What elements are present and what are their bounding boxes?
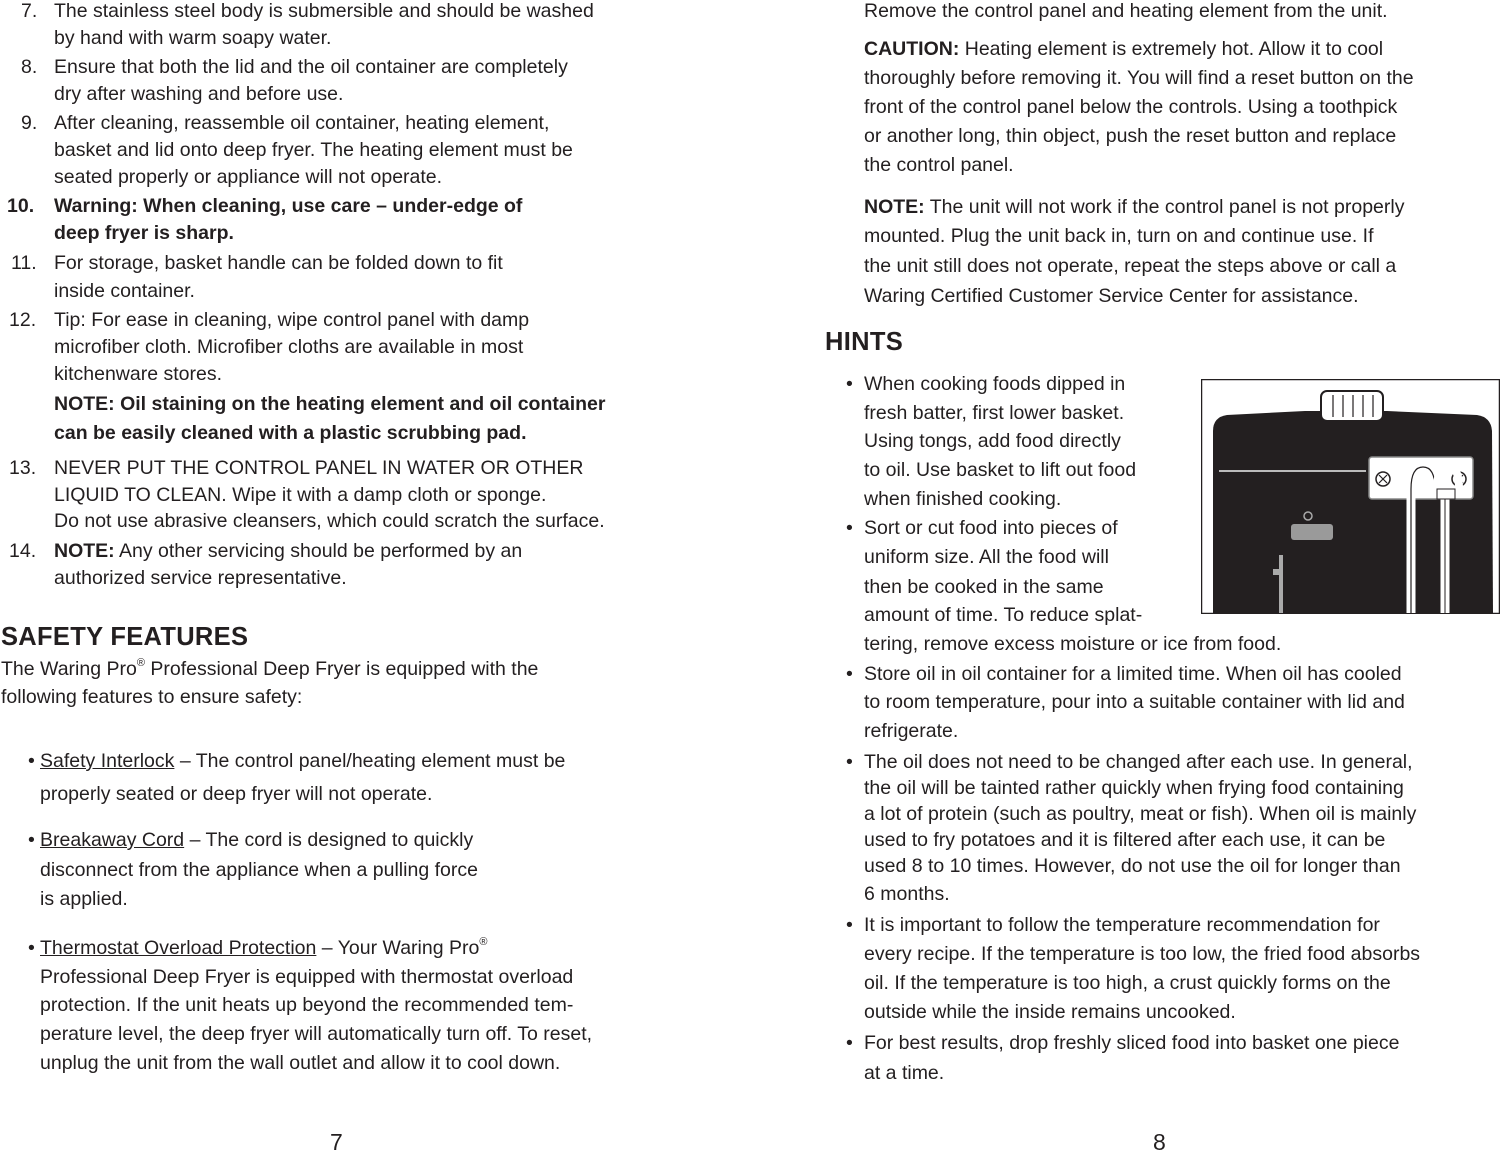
- caution-line: the control panel.: [864, 154, 1014, 176]
- hint-text-line: 6 months.: [864, 883, 950, 905]
- hint-text-line: fresh batter, first lower basket.: [864, 402, 1125, 424]
- note-line: the unit still does not operate, repeat the steps above or call a: [864, 255, 1397, 277]
- hint-text-line: The oil does not need to be changed after each use. In general,: [864, 751, 1413, 773]
- feature-text-line: is applied.: [40, 888, 128, 910]
- hint-text-line: uniform size. All the food will: [864, 546, 1109, 568]
- item-text-line: The stainless steel body is submersible and should be washed: [54, 0, 594, 22]
- hint-text-line: outside while the inside remains uncooked.: [864, 1001, 1236, 1023]
- caution-line: thoroughly before removing it. You will find a reset button on the: [864, 67, 1414, 89]
- page-number-left: 7: [330, 1129, 343, 1155]
- hint-text-line: a lot of protein (such as poultry, meat or fish). When oil is mainly: [864, 803, 1417, 825]
- note-text: The unit will not work if the control panel is not properly: [924, 196, 1405, 218]
- item-text-line: seated properly or appliance will not operate.: [54, 166, 443, 188]
- bullet-icon: •: [846, 751, 853, 773]
- safety-intro-line: following features to ensure safety:: [1, 686, 303, 708]
- hint-text-line: When cooking foods dipped in: [864, 373, 1126, 395]
- item-text-line: dry after washing and before use.: [54, 83, 344, 105]
- hint-text-line: It is important to follow the temperature recommendation for: [864, 914, 1380, 936]
- hint-text-line: used 8 to 10 times. However, do not use the oil for longer than: [864, 855, 1401, 877]
- hint-text-line: For best results, drop freshly sliced food into basket one piece: [864, 1032, 1400, 1054]
- hint-text-line: Sort or cut food into pieces of: [864, 517, 1118, 539]
- hint-text-line: then be cooked in the same: [864, 576, 1104, 598]
- note-line: mounted. Plug the unit back in, turn on and continue use. If: [864, 225, 1374, 247]
- feature-text-line: [40, 831, 473, 851]
- hint-text-line: Using tongs, add food directly: [864, 430, 1121, 452]
- item-text-line: microfiber cloth. Microfiber cloths are available in most: [54, 336, 524, 358]
- note-line: [864, 198, 1404, 218]
- registered-mark: ®: [136, 657, 145, 669]
- hint-text-line: amount of time. To reduce splat-: [864, 604, 1143, 626]
- hint-text-line: Store oil in oil container for a limited time. When oil has cooled: [864, 663, 1402, 685]
- caution-line: or another long, thin object, push the reset button and replace: [864, 125, 1397, 147]
- hint-text-line: used to fry potatoes and it is filtered after each use, it can be: [864, 829, 1386, 851]
- caution-line: front of the control panel below the controls. Using a toothpick: [864, 96, 1398, 118]
- feature-text-line: protection. If the unit heats up beyond the recommended tem-: [40, 994, 574, 1016]
- caution-label: CAUTION:: [864, 38, 960, 60]
- item-text: Any other servicing should be performed by an: [114, 540, 523, 562]
- item-text-line: After cleaning, reassemble oil container, heating element,: [54, 112, 550, 134]
- deep-fryer-illustration-icon: [1201, 379, 1500, 614]
- item-text-line: Tip: For ease in cleaning, wipe control panel with damp: [54, 309, 530, 331]
- hint-text-line: at a time.: [864, 1062, 945, 1084]
- note-label: NOTE:: [864, 196, 925, 218]
- bullet-icon: •: [846, 1032, 853, 1054]
- hint-text-line: every recipe. If the temperature is too low, the fried food absorbs: [864, 943, 1421, 965]
- item-number: 13.: [9, 457, 37, 479]
- bullet-icon: •: [28, 829, 35, 851]
- item-number: 11.: [11, 252, 37, 274]
- feature-text-line: Professional Deep Fryer is equipped with thermostat overload: [40, 966, 574, 988]
- intro-line: Remove the control panel and heating element from the unit.: [864, 0, 1388, 22]
- hint-text-line: to oil. Use basket to lift out food: [864, 459, 1137, 481]
- note-line: Waring Certified Customer Service Center for assistance.: [864, 285, 1359, 307]
- safety-features-heading: SAFETY FEATURES: [1, 623, 249, 651]
- feature-text-line: [40, 936, 488, 959]
- item-number: 10.: [7, 195, 35, 217]
- bullet-icon: •: [846, 663, 853, 685]
- feature-text: – The control panel/heating element must be: [174, 750, 566, 772]
- item-number: 7.: [21, 0, 38, 22]
- item-text-line: LIQUID TO CLEAN. Wipe it with a damp cloth or sponge.: [54, 484, 547, 506]
- bullet-icon: •: [28, 937, 35, 959]
- intro-text: The Waring Pro: [1, 658, 137, 680]
- feature-title: Thermostat Overload Protection: [40, 937, 317, 959]
- item-number: 9.: [21, 112, 38, 134]
- hint-text-line: to room temperature, pour into a suitable container with lid and: [864, 691, 1405, 713]
- bullet-icon: •: [846, 914, 853, 936]
- caution-text: Heating element is extremely hot. Allow it to cool: [959, 38, 1384, 60]
- item-text-line: authorized service representative.: [54, 567, 347, 589]
- item-text-line: deep fryer is sharp.: [54, 222, 234, 244]
- hint-text-line: the oil will be tainted rather quickly when frying food containing: [864, 777, 1404, 799]
- item-number: 12.: [9, 309, 37, 331]
- hint-text-line: tering, remove excess moisture or ice from food.: [864, 633, 1282, 655]
- feature-text-line: [40, 752, 565, 772]
- feature-text-line: perature level, the deep fryer will automatically turn off. To reset,: [40, 1023, 593, 1045]
- item-number: 8.: [21, 56, 38, 78]
- hint-text-line: refrigerate.: [864, 720, 959, 742]
- feature-text-line: properly seated or deep fryer will not operate.: [40, 783, 433, 805]
- item-number: 14.: [9, 540, 37, 562]
- bullet-icon: •: [28, 750, 35, 772]
- intro-text: Professional Deep Fryer is equipped with the: [144, 658, 539, 680]
- item-text-line: For storage, basket handle can be folded down to fit: [54, 252, 503, 274]
- hint-text-line: oil. If the temperature is too high, a crust quickly forms on the: [864, 972, 1391, 994]
- note-text-line: can be easily cleaned with a plastic scrubbing pad.: [54, 422, 527, 444]
- item-text-line: [54, 542, 522, 562]
- hint-text-line: when finished cooking.: [864, 488, 1062, 510]
- feature-text: – Your Waring Pro: [316, 937, 480, 959]
- bullet-icon: •: [846, 517, 853, 539]
- item-text-line: by hand with warm soapy water.: [54, 27, 332, 49]
- caution-line: [864, 40, 1383, 60]
- item-text-line: inside container.: [54, 280, 195, 302]
- item-text-line: Ensure that both the lid and the oil container are completely: [54, 56, 568, 78]
- feature-text: – The cord is designed to quickly: [184, 829, 474, 851]
- item-text-line: NEVER PUT THE CONTROL PANEL IN WATER OR OTHER: [54, 457, 584, 479]
- hints-heading: HINTS: [825, 328, 903, 356]
- safety-intro-line: [1, 657, 539, 680]
- item-text-line: Do not use abrasive cleansers, which could scratch the surface.: [54, 510, 605, 532]
- note-label: NOTE:: [54, 540, 115, 562]
- item-text-line: Warning: When cleaning, use care – under-edge of: [54, 195, 523, 217]
- feature-title: Breakaway Cord: [40, 829, 185, 851]
- item-text-line: kitchenware stores.: [54, 363, 222, 385]
- feature-text-line: unplug the unit from the wall outlet and allow it to cool down.: [40, 1052, 561, 1074]
- bullet-icon: •: [846, 373, 853, 395]
- item-text-line: basket and lid onto deep fryer. The heating element must be: [54, 139, 573, 161]
- feature-text-line: disconnect from the appliance when a pulling force: [40, 859, 478, 881]
- page-number-right: 8: [1153, 1129, 1166, 1155]
- registered-mark: ®: [479, 936, 488, 948]
- note-text-line: NOTE: Oil staining on the heating element and oil container: [54, 393, 606, 415]
- feature-title: Safety Interlock: [40, 750, 175, 772]
